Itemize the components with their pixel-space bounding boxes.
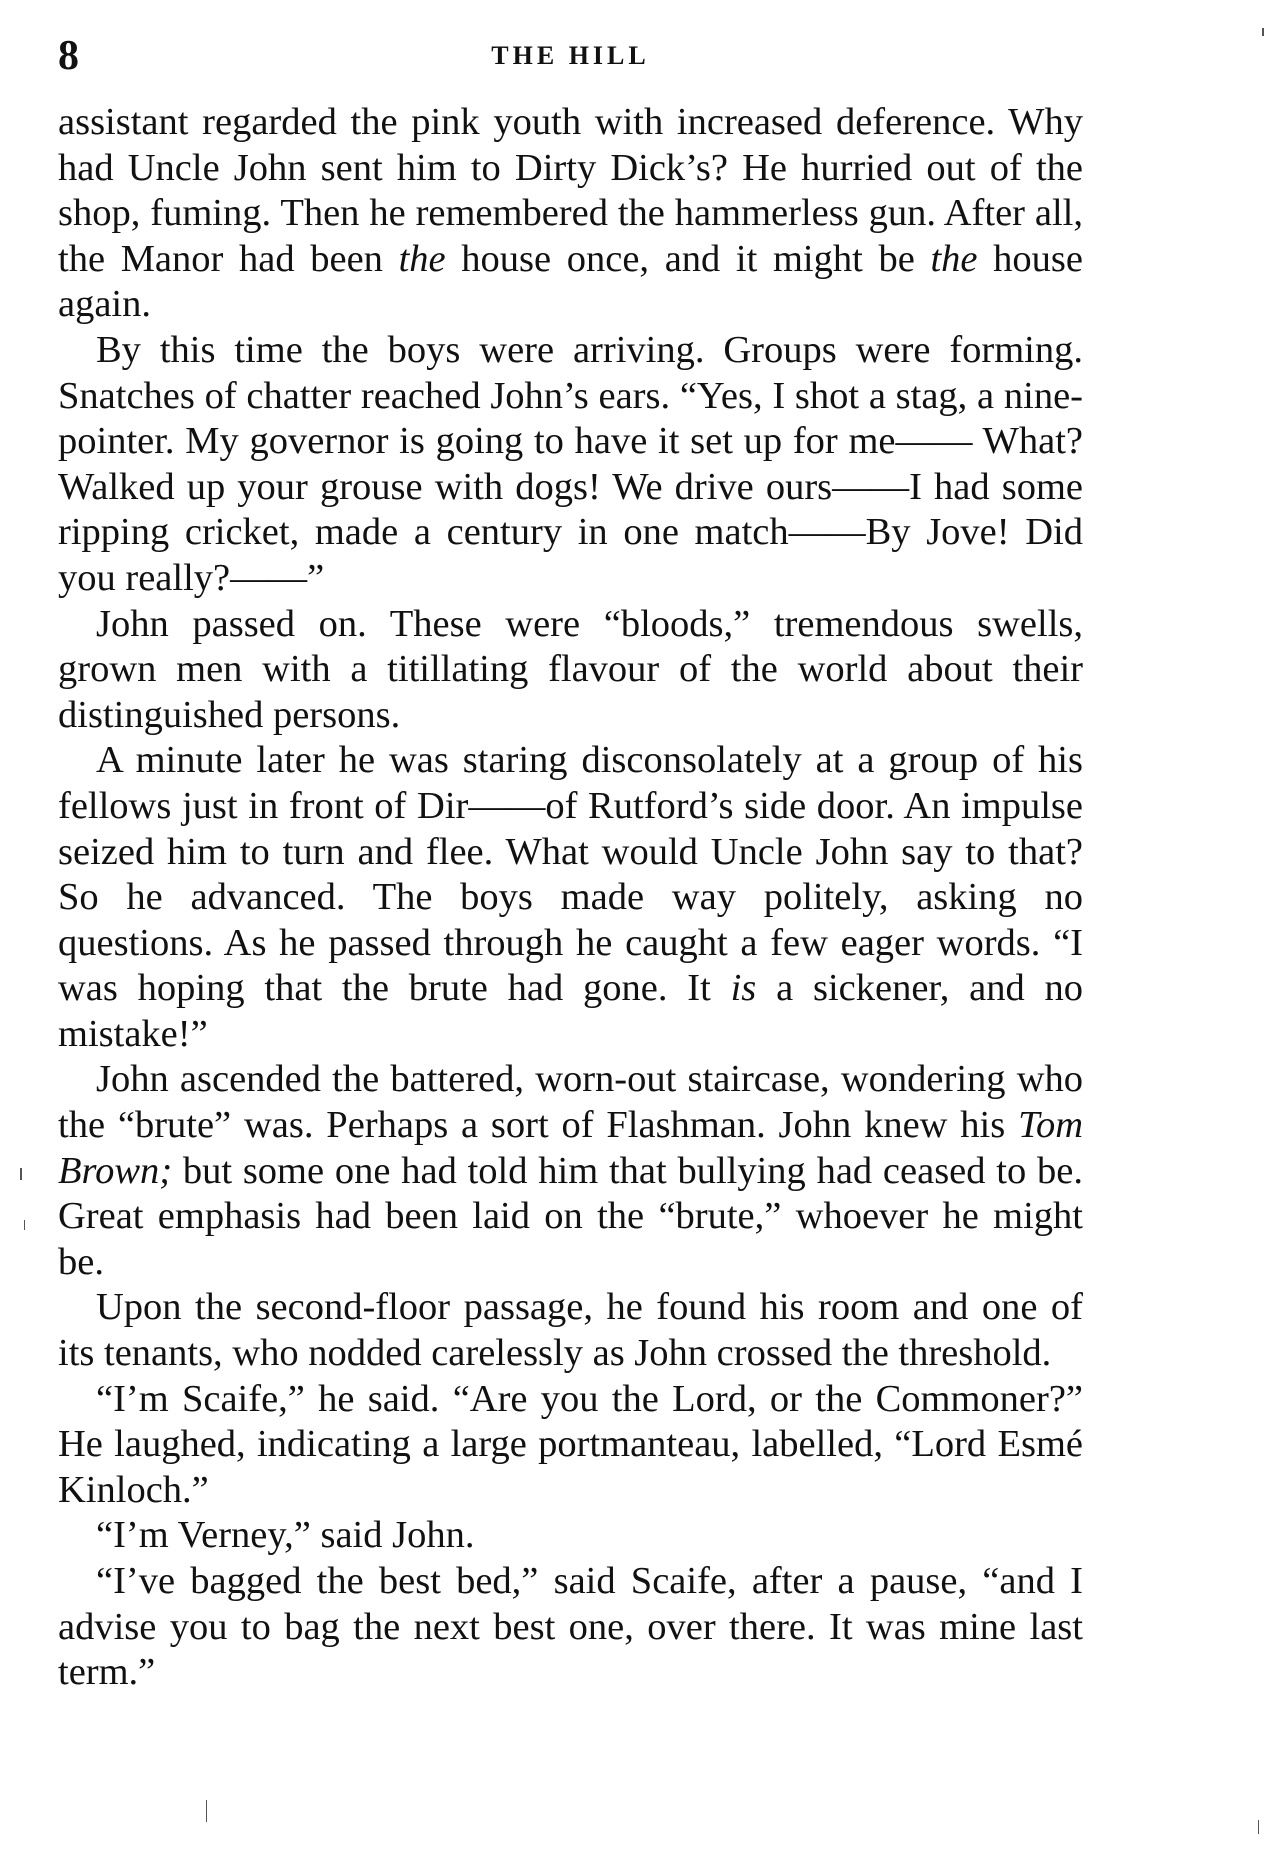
scan-speck	[24, 1220, 25, 1230]
text-segment: a sickener, and no mistake!”	[58, 967, 1083, 1055]
italic-segment: Tom Brown;	[58, 1104, 1083, 1192]
text-segment: John ascended the battered, worn-out staircase, wondering who the “brute” was. Perhaps a sort of Flashman. John knew his	[58, 1058, 1083, 1147]
paragraph-8	[58, 1513, 1083, 1559]
paragraph-6	[58, 1285, 1083, 1376]
text-segment: A minute later he was staring disconsolately at a group of his fellows just in front of Dir——of Rutford’s side door. An impulse seized him to turn and flee. What would Uncle John say to that? So he advanced. The boys made way politely, asking no questions. As he passed through he caught a few eager words. “I was hoping that the brute had gone. It	[58, 739, 1083, 1010]
text-segment: “I’m Verney,” said John.	[96, 1514, 475, 1557]
italic-segment: the	[930, 237, 978, 280]
scan-speck	[206, 1800, 207, 1822]
body-text	[58, 100, 1083, 1696]
page-number: 8	[58, 33, 79, 79]
text-segment: John passed on. These were “bloods,” tremendous swells, grown men with a titillating flavour of the world about their distinguished persons.	[58, 602, 1083, 736]
italic-segment: is	[730, 967, 757, 1010]
text-segment: assistant regarded the pink youth with increased deference. Why had Uncle John sent him to Dirty Dick’s? He hurried out of the shop, fuming. Then he remembered the hammerless gun. After all, the Manor had been	[58, 101, 1083, 280]
text-segment: but some one had told him that bullying had ceased to be. Great emphasis had been laid on the “brute,” whoever he might be.	[58, 1149, 1083, 1283]
text-segment: “I’m Scaife,” he said. “Are you the Lord, or the Commoner?” He laughed, indicating a large portmanteau, labelled, “Lord Esmé Kinloch.”	[58, 1377, 1083, 1511]
running-head: THE HILL	[491, 41, 650, 70]
paragraph-3	[58, 602, 1083, 739]
text-segment: By this time the boys were arriving. Groups were forming. Snatches of chatter reached John’s ears. “Yes, I shot a stag, a nine-pointer. My governor is going to have it set up for me—— What? Walked up your grouse with dogs! We drive ours——I had some ripping cricket, made a century in one match——By Jove! Did you really?——”	[58, 328, 1083, 599]
paragraph-5	[58, 1057, 1083, 1285]
paragraph-7	[58, 1377, 1083, 1514]
text-segment: house again.	[58, 237, 1083, 326]
text-segment: house once, and it might be	[445, 237, 931, 280]
scan-speck	[1258, 1820, 1259, 1834]
paragraph-1	[58, 100, 1083, 328]
paragraph-4	[58, 738, 1083, 1057]
paragraph-2	[58, 328, 1083, 602]
scan-speck	[1262, 28, 1264, 36]
page-header	[58, 35, 1083, 85]
italic-segment: the	[398, 237, 446, 280]
text-segment: “I’ve bagged the best bed,” said Scaife, after a pause, “and I advise you to bag the next best one, over there. It was mine last term.”	[58, 1560, 1083, 1694]
paragraph-9	[58, 1559, 1083, 1696]
scan-speck	[20, 1168, 22, 1180]
text-segment: Upon the second-floor passage, he found his room and one of its tenants, who nodded carelessly as John crossed the threshold.	[58, 1286, 1083, 1375]
